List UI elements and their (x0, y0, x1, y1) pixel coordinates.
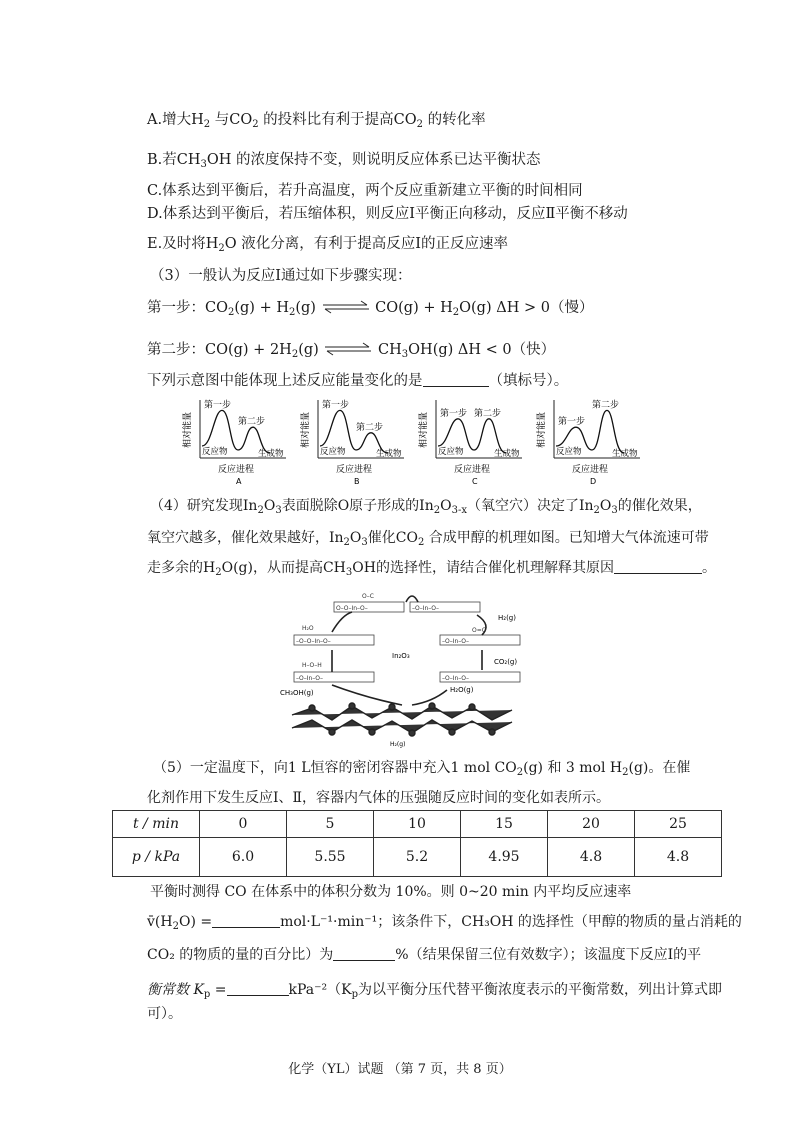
equilibrium-arrow-icon (323, 342, 373, 356)
product-label: 生成物 (258, 449, 284, 459)
table-header-time: t / min (113, 811, 200, 838)
q5-line6: 衡常数 $K_p = kPa^{-2}(K_p$为以平衡分压代替平衡浓度表示的平衡常数，列出计算式即 (147, 982, 723, 1000)
panel-label: D (590, 477, 597, 486)
catalyst-label: In₂O₃ (392, 652, 410, 660)
q4-line1: （4）研究发现$In_2O_3$表面脱除O原子形成的$In_2O_{3-x}$（氧空穴）决定了$In_2O_3$的催化效果， (150, 498, 702, 516)
equilibrium-arrow-icon (321, 300, 371, 314)
q5-line1: （5）一定温度下，向1 L恒容的密闭容器中充入1 mol $CO_2(g)$ 和 3 mol $H_2(g)$。在催 (153, 760, 691, 778)
option-a: A.增大$H_2$ 与$CO_2$ 的投料比有利于提高$CO_2$ 的转化率 (147, 112, 486, 130)
second-step-label: 第二步 (238, 417, 266, 428)
first-step-label: 第一步 (204, 400, 232, 411)
svg-text:O=C: O=C (472, 627, 486, 634)
h2-gas-bottom-label: H₂(g) (390, 741, 406, 748)
x-axis-label: 反应进程 (572, 465, 609, 475)
table-cell: 20 (548, 811, 635, 838)
second-step-label: 第二步 (592, 400, 620, 411)
q3-step1: 第一步：$CO_2(g) + H_2(g)$ $CO(g) + H_2O(g) \Delta H > 0$（慢） (147, 300, 594, 318)
table-cell: 5.2 (374, 838, 461, 877)
h2o-gas-label: H₂O(g) (450, 686, 474, 694)
svg-text:H₂O: H₂O (302, 625, 314, 632)
answer-blank[interactable] (212, 913, 280, 928)
second-step-label: 第二步 (356, 422, 384, 433)
table-header-pressure: p / kPa (113, 838, 200, 877)
first-step-label: 第一步 (322, 400, 350, 411)
y-axis-label: 相对能量 (301, 411, 311, 448)
q3-question: 下列示意图中能体现上述反应能量变化的是 （填标号）。 (147, 373, 569, 389)
table-cell: 0 (200, 811, 287, 838)
svg-text:O–O–In–O–: O–O–In–O– (336, 605, 368, 612)
panel-label: B (354, 477, 360, 486)
energy-diagram-B (299, 398, 404, 486)
energy-diagram-C (417, 400, 522, 486)
reactant-label: 反应物 (438, 447, 464, 457)
energy-diagram-A (181, 398, 286, 486)
first-step-label: 第一步 (558, 417, 586, 428)
q4-line2: 氧空穴越多，催化效果越好，$In_2O_3$催化$CO_2$ 合成甲醇的机理如图。已知增大气体流速可带 (147, 530, 709, 548)
panel-label: A (236, 477, 242, 486)
table-cell: 15 (461, 811, 548, 838)
table-cell: 10 (374, 811, 461, 838)
reactant-label: 反应物 (556, 447, 582, 457)
table-cell: 25 (635, 811, 722, 838)
product-label: 生成物 (376, 449, 402, 459)
x-axis-label: 反应进程 (336, 465, 373, 475)
answer-blank[interactable] (333, 946, 395, 961)
y-axis-label: 相对能量 (537, 411, 547, 448)
table-cell: 4.8 (635, 838, 722, 877)
answer-blank[interactable] (423, 372, 489, 387)
table-cell: 5 (287, 811, 374, 838)
product-label: 生成物 (612, 449, 638, 459)
reactant-label: 反应物 (202, 447, 228, 457)
q5-line7: 可）。 (147, 1006, 182, 1022)
table-cell: 6.0 (200, 838, 287, 877)
table-row (113, 811, 722, 838)
svg-text:–O–In–O–: –O–In–O– (296, 675, 324, 682)
mechanism-diagram (272, 580, 532, 748)
y-axis-label: 相对能量 (419, 411, 429, 448)
q4-line3: 走多余的$H_2O(g)$，从而提高$CH_3OH$的选择性，请结合催化机理解释其原因 。 (147, 560, 716, 578)
ch3oh-gas-label: CH₃OH(g) (280, 689, 314, 697)
table-cell: 4.95 (461, 838, 548, 877)
table-row (113, 838, 722, 877)
q3-intro: （3）一般认为反应Ⅰ通过如下步骤实现： (150, 268, 412, 284)
q5-line4: $v̄(H_2O) = mol\cdot L^{-1}\cdot\min^{-1}$；该条件下，CH₃OH 的选择性（甲醇的物质的量占消耗的 (147, 914, 742, 932)
svg-text:–O–O–In–O–: –O–O–In–O– (296, 638, 331, 645)
q3-step2: 第二步：$CO(g) + 2H_2(g)$ $CH_3OH(g) \Delta H < 0$（快） (147, 342, 556, 360)
q5-line2: 化剂作用下发生反应Ⅰ、Ⅱ，容器内气体的压强随反应时间的变化如表所示。 (147, 790, 611, 806)
table-cell: 5.55 (287, 838, 374, 877)
answer-blank[interactable] (614, 559, 702, 574)
energy-diagram-D (535, 398, 640, 486)
first-step-label: 第一步 (440, 408, 468, 419)
pressure-table (112, 810, 722, 877)
product-label: 生成物 (494, 449, 520, 459)
page-footer: 化学（YL）试题 （第 7 页，共 8 页） (288, 1062, 512, 1077)
option-d: D.体系达到平衡后，若压缩体积，则反应Ⅰ平衡正向移动，反应Ⅱ平衡不移动 (147, 206, 628, 222)
option-c: C.体系达到平衡后，若升高温度，两个反应重新建立平衡的时间相同 (147, 183, 583, 199)
option-b: B.若$CH_3OH$ 的浓度保持不变，则说明反应体系已达平衡状态 (147, 152, 541, 170)
option-e: E.及时将$H_2O$ 液化分离，有利于提高反应Ⅰ的正反应速率 (147, 236, 508, 254)
svg-text:O–C: O–C (362, 593, 374, 600)
panel-label: C (472, 477, 478, 486)
reactant-label: 反应物 (320, 447, 346, 457)
svg-text:–O–In–O–: –O–In–O– (442, 675, 470, 682)
answer-blank[interactable] (227, 981, 289, 996)
q5-line5: CO₂ 的物质的量的百分比）为 %（结果保留三位有效数字）；该温度下反应Ⅰ的平 (147, 947, 702, 963)
table-cell: 4.8 (548, 838, 635, 877)
svg-text:–O–In–O–: –O–In–O– (442, 638, 470, 645)
h2-gas-label: H₂(g) (498, 614, 516, 622)
x-axis-label: 反应进程 (454, 465, 491, 475)
x-axis-label: 反应进程 (218, 465, 255, 475)
svg-text:H–O–H: H–O–H (302, 662, 322, 669)
second-step-label: 第二步 (474, 408, 502, 419)
energy-diagrams (178, 392, 658, 487)
svg-text:–O–In–O–: –O–In–O– (412, 605, 440, 612)
co2-gas-label: CO₂(g) (494, 658, 518, 666)
q5-line3: 平衡时测得 CO 在体系中的体积分数为 10%。则 0~20 min 内平均反应速率 (150, 884, 632, 900)
y-axis-label: 相对能量 (183, 411, 193, 448)
